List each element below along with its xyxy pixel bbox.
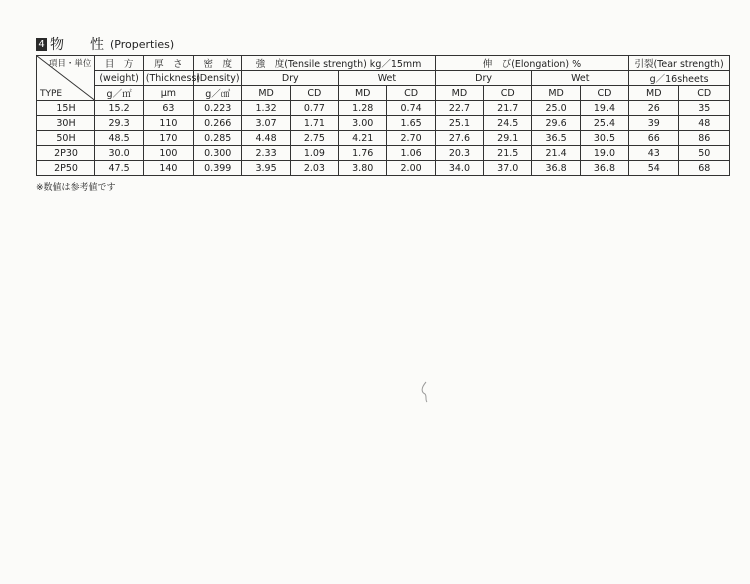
cell-el-wet-md: 29.6: [532, 116, 580, 131]
cell-ts-wet-md: 3.80: [339, 161, 387, 176]
table-row: [37, 131, 730, 146]
cell-el-dry-md: 25.1: [435, 116, 483, 131]
md-header: MD: [242, 86, 290, 101]
cell-ts-wet-cd: 2.70: [387, 131, 435, 146]
row-type-cell: [37, 146, 95, 161]
cell-weight: 30.0: [95, 146, 143, 161]
cell-el-wet-cd: 19.4: [580, 101, 628, 116]
weight-unit: g／㎡: [95, 86, 143, 101]
cell-ts-wet-cd: 1.06: [387, 146, 435, 161]
row-type-cell: [37, 161, 95, 176]
tensile-header: 強 度(Tensile strength) kg／15mm: [242, 56, 435, 71]
cell-weight: 15.2: [95, 101, 143, 116]
cell-el-dry-cd: 29.1: [484, 131, 532, 146]
cell-weight: 48.5: [95, 131, 143, 146]
cell-ts-wet-md: 1.76: [339, 146, 387, 161]
row-type-cell: [37, 131, 95, 146]
elongation-header: 伸 び(Elongation) %: [435, 56, 628, 71]
cell-el-dry-md: 34.0: [435, 161, 483, 176]
table-row: [37, 116, 730, 131]
cell-el-wet-cd: 30.5: [580, 131, 628, 146]
cell-el-dry-cd: 21.7: [484, 101, 532, 116]
row-type: 30H: [56, 117, 76, 129]
cd-header: CD: [290, 86, 338, 101]
cell-el-wet-md: 21.4: [532, 146, 580, 161]
tensile-dry-header: Dry: [242, 71, 339, 86]
md-header: MD: [629, 86, 679, 101]
header-row-3: [37, 86, 730, 101]
elongation-wet-header: Wet: [532, 71, 629, 86]
cell-ts-wet-md: 4.21: [339, 131, 387, 146]
section-title-en: (Properties): [110, 37, 175, 51]
table-row: [37, 161, 730, 176]
cell-ts-dry-cd: 1.71: [290, 116, 338, 131]
row-type-cell: [37, 116, 95, 131]
md-header: MD: [339, 86, 387, 101]
cell-weight: 29.3: [95, 116, 143, 131]
cell-tear-cd: 50: [679, 146, 730, 161]
corner-unit-label: 項目・単位: [48, 59, 92, 69]
corner-type-label: TYPE: [40, 89, 63, 99]
header-row-1: [37, 56, 730, 71]
cell-el-dry-cd: 37.0: [484, 161, 532, 176]
cell-el-dry-cd: 21.5: [484, 146, 532, 161]
corner-cell: [37, 56, 95, 101]
density-unit: g／㎤: [194, 86, 242, 101]
cell-ts-wet-cd: 2.00: [387, 161, 435, 176]
cell-density: 0.223: [194, 101, 242, 116]
cell-el-dry-cd: 24.5: [484, 116, 532, 131]
cell-ts-dry-md: 2.33: [242, 146, 290, 161]
thickness-header-en: (Thickness): [143, 71, 193, 86]
cell-el-dry-md: 27.6: [435, 131, 483, 146]
table-row: [37, 146, 730, 161]
cell-ts-dry-md: 4.48: [242, 131, 290, 146]
tensile-wet-header: Wet: [339, 71, 436, 86]
row-type-cell: [37, 101, 95, 116]
density-header-jp: 密 度: [194, 56, 242, 71]
cell-ts-dry-cd: 0.77: [290, 101, 338, 116]
cell-tear-md: 54: [629, 161, 679, 176]
cell-ts-dry-md: 3.07: [242, 116, 290, 131]
density-header-en: (Density): [194, 71, 242, 86]
cd-header: CD: [580, 86, 628, 101]
cell-el-wet-md: 25.0: [532, 101, 580, 116]
section-heading: [36, 34, 174, 54]
cell-ts-wet-md: 3.00: [339, 116, 387, 131]
tear-header: 引裂(Tear strength): [629, 56, 730, 71]
cell-thickness: 110: [143, 116, 193, 131]
cell-ts-dry-md: 3.95: [242, 161, 290, 176]
row-type: 2P30: [54, 147, 78, 159]
table-row: [37, 101, 730, 116]
cell-el-wet-md: 36.8: [532, 161, 580, 176]
cd-header: CD: [387, 86, 435, 101]
cell-density: 0.399: [194, 161, 242, 176]
cell-ts-wet-cd: 1.65: [387, 116, 435, 131]
weight-header-jp: 目 方: [95, 56, 143, 71]
cell-el-wet-cd: 25.4: [580, 116, 628, 131]
row-type: 15H: [56, 102, 76, 114]
cd-header: CD: [484, 86, 532, 101]
cell-tear-cd: 35: [679, 101, 730, 116]
cell-ts-wet-md: 1.28: [339, 101, 387, 116]
page-scribble-mark: [418, 380, 432, 404]
thickness-header-jp: 厚 さ: [143, 56, 193, 71]
table-body: [37, 101, 730, 176]
tear-unit-header: g／16sheets: [629, 71, 730, 86]
cell-thickness: 63: [143, 101, 193, 116]
cell-thickness: 140: [143, 161, 193, 176]
cell-ts-dry-md: 1.32: [242, 101, 290, 116]
md-header: MD: [532, 86, 580, 101]
elongation-dry-header: Dry: [435, 71, 532, 86]
cell-weight: 47.5: [95, 161, 143, 176]
cell-ts-dry-cd: 2.03: [290, 161, 338, 176]
cell-tear-md: 26: [629, 101, 679, 116]
cell-tear-cd: 68: [679, 161, 730, 176]
cell-tear-md: 39: [629, 116, 679, 131]
cell-ts-dry-cd: 2.75: [290, 131, 338, 146]
row-type: 50H: [56, 132, 76, 144]
reference-note: ※数値は参考値です: [36, 183, 116, 193]
header-row-2: [37, 71, 730, 86]
cell-el-dry-md: 22.7: [435, 101, 483, 116]
cell-density: 0.300: [194, 146, 242, 161]
row-type: 2P50: [54, 162, 78, 174]
section-title-jp: 物 性: [50, 37, 110, 53]
cell-el-wet-cd: 19.0: [580, 146, 628, 161]
cell-tear-cd: 86: [679, 131, 730, 146]
properties-table: [36, 55, 730, 176]
cell-thickness: 100: [143, 146, 193, 161]
cell-tear-md: 43: [629, 146, 679, 161]
cell-ts-dry-cd: 1.09: [290, 146, 338, 161]
weight-header-en: (weight): [95, 71, 143, 86]
md-header: MD: [435, 86, 483, 101]
thickness-unit: μm: [143, 86, 193, 101]
cell-ts-wet-cd: 0.74: [387, 101, 435, 116]
cell-thickness: 170: [143, 131, 193, 146]
cell-density: 0.266: [194, 116, 242, 131]
cell-el-wet-cd: 36.8: [580, 161, 628, 176]
section-number: 4: [36, 38, 47, 51]
cd-header: CD: [679, 86, 730, 101]
cell-density: 0.285: [194, 131, 242, 146]
cell-tear-md: 66: [629, 131, 679, 146]
cell-el-dry-md: 20.3: [435, 146, 483, 161]
cell-el-wet-md: 36.5: [532, 131, 580, 146]
cell-tear-cd: 48: [679, 116, 730, 131]
